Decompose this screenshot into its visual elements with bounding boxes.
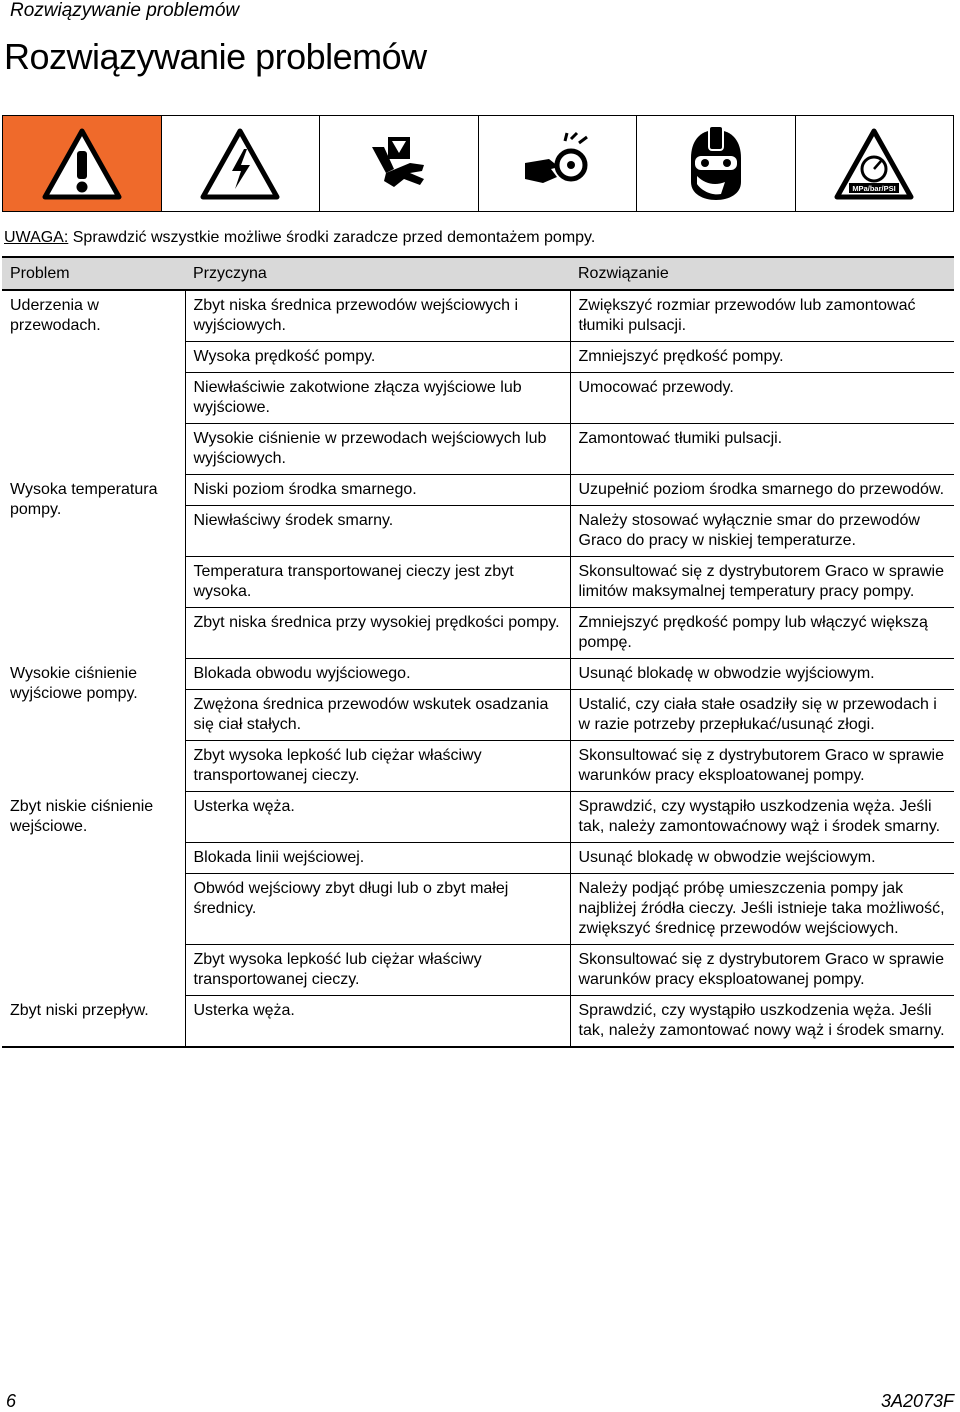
- solution-cell: Uzupełnić poziom środka smarnego do przewodów.: [570, 475, 954, 506]
- cause-cell: Zbyt wysoka lepkość lub ciężar właściwy transportowanej cieczy.: [185, 945, 570, 996]
- cause-cell: Blokada obwodu wyjściowego.: [185, 659, 570, 690]
- table-row: [2, 792, 954, 843]
- problem-cell: Wysoka temperatura pompy.: [2, 475, 185, 659]
- cause-cell: Temperatura transportowanej cieczy jest zbyt wysoka.: [185, 557, 570, 608]
- cause-cell: Niewłaściwy środek smarny.: [185, 506, 570, 557]
- solution-cell: Zamontować tłumiki pulsacji.: [570, 424, 954, 475]
- cause-cell: Zwężona średnica przewodów wskutek osadzania się ciał stałych.: [185, 690, 570, 741]
- table-row: [2, 659, 954, 690]
- solution-cell: Skonsultować się z dystrybutorem Graco w sprawie warunków pracy eksploatowanej pompy.: [570, 945, 954, 996]
- hazard-cell-entanglement: [479, 116, 638, 211]
- footer-document-number: 3A2073F: [880, 1391, 954, 1411]
- note-text: Sprawdzić wszystkie możliwe środki zaradcze przed demontażem pompy.: [68, 229, 596, 246]
- table-row: [2, 475, 954, 506]
- cause-cell: Usterka węża.: [185, 996, 570, 1048]
- cause-cell: Zbyt niska średnica przewodów wejściowych i wyjściowych.: [185, 290, 570, 342]
- solution-cell: Ustalić, czy ciała stałe osadziły się w przewodach i w razie potrzeby przepłukać/usunąć złogi.: [570, 690, 954, 741]
- problem-cell: Wysokie ciśnienie wyjściowe pompy.: [2, 659, 185, 792]
- electric-shock-icon: [200, 127, 280, 201]
- entanglement-hazard-icon: [521, 129, 593, 199]
- header-cause: Przyczyna: [185, 257, 570, 290]
- hazard-cell-crush: [320, 116, 479, 211]
- page-title: Rozwiązywanie problemów: [4, 36, 427, 77]
- cause-cell: Wysokie ciśnienie w przewodach wejściowych lub wyjściowych.: [185, 424, 570, 475]
- solution-cell: Umocować przewody.: [570, 373, 954, 424]
- solution-cell: Zmniejszyć prędkość pompy.: [570, 342, 954, 373]
- hazard-cell-electric: [162, 116, 321, 211]
- solution-cell: Sprawdzić, czy wystąpiło uszkodzenia węża. Jeśli tak, należy zamontować nowy wąż i środek smarny.: [570, 996, 954, 1048]
- footer-page-number: 6: [6, 1391, 17, 1411]
- cause-cell: Blokada linii wejściowej.: [185, 843, 570, 874]
- cause-cell: Niewłaściwie zakotwione złącza wyjściowe lub wyjściowe.: [185, 373, 570, 424]
- solution-cell: Zwiększyć rozmiar przewodów lub zamontować tłumiki pulsacji.: [570, 290, 954, 342]
- solution-cell: Skonsultować się z dystrybutorem Graco w sprawie warunków pracy eksploatowanej pompy.: [570, 741, 954, 792]
- table-row: [2, 290, 954, 342]
- crush-hazard-icon: [364, 129, 434, 199]
- table-row: [2, 996, 954, 1048]
- troubleshooting-table: [2, 256, 954, 1048]
- cause-cell: Zbyt niska średnica przy wysokiej prędkości pompy.: [185, 608, 570, 659]
- hazard-cell-protection: [637, 116, 796, 211]
- solution-cell: Usunąć blokadę w obwodzie wyjściowym.: [570, 659, 954, 690]
- running-header: Rozwiązywanie problemów: [10, 0, 240, 21]
- note-label: UWAGA:: [4, 229, 69, 246]
- cause-cell: Wysoka prędkość pompy.: [185, 342, 570, 373]
- hazard-icon-strip: [2, 115, 954, 212]
- table-header-row: [2, 257, 954, 290]
- pressure-gauge-icon: [833, 127, 915, 201]
- protective-equipment-icon: [681, 124, 751, 204]
- warning-exclamation-icon: [42, 127, 122, 201]
- pressure-units-label: MPa/bar/PSI: [852, 183, 896, 193]
- solution-cell: Sprawdzić, czy wystąpiło uszkodzenia węża. Jeśli tak, należy zamontowaćnowy wąż i środek smarny.: [570, 792, 954, 843]
- hazard-cell-pressure: [796, 116, 954, 211]
- note: [4, 229, 595, 247]
- problem-cell: Zbyt niski przepływ.: [2, 996, 185, 1048]
- cause-cell: Niski poziom środka smarnego.: [185, 475, 570, 506]
- problem-cell: Uderzenia w przewodach.: [2, 290, 185, 475]
- header-problem: Problem: [2, 257, 185, 290]
- cause-cell: Obwód wejściowy zbyt długi lub o zbyt małej średnicy.: [185, 874, 570, 945]
- solution-cell: Zmniejszyć prędkość pompy lub włączyć większą pompę.: [570, 608, 954, 659]
- hazard-cell-warning: [3, 116, 162, 211]
- cause-cell: Usterka węża.: [185, 792, 570, 843]
- header-solution: Rozwiązanie: [570, 257, 954, 290]
- cause-cell: Zbyt wysoka lepkość lub ciężar właściwy transportowanej cieczy.: [185, 741, 570, 792]
- problem-cell: Zbyt niskie ciśnienie wejściowe.: [2, 792, 185, 996]
- solution-cell: Należy stosować wyłącznie smar do przewodów Graco do pracy w niskiej temperaturze.: [570, 506, 954, 557]
- solution-cell: Skonsultować się z dystrybutorem Graco w sprawie limitów maksymalnej temperatury pracy pompy.: [570, 557, 954, 608]
- solution-cell: Usunąć blokadę w obwodzie wejściowym.: [570, 843, 954, 874]
- solution-cell: Należy podjąć próbę umieszczenia pompy jak najbliżej źródła cieczy. Jeśli istnieje taka możliwość, zwiększyć średnicę przewodów wejściowych.: [570, 874, 954, 945]
